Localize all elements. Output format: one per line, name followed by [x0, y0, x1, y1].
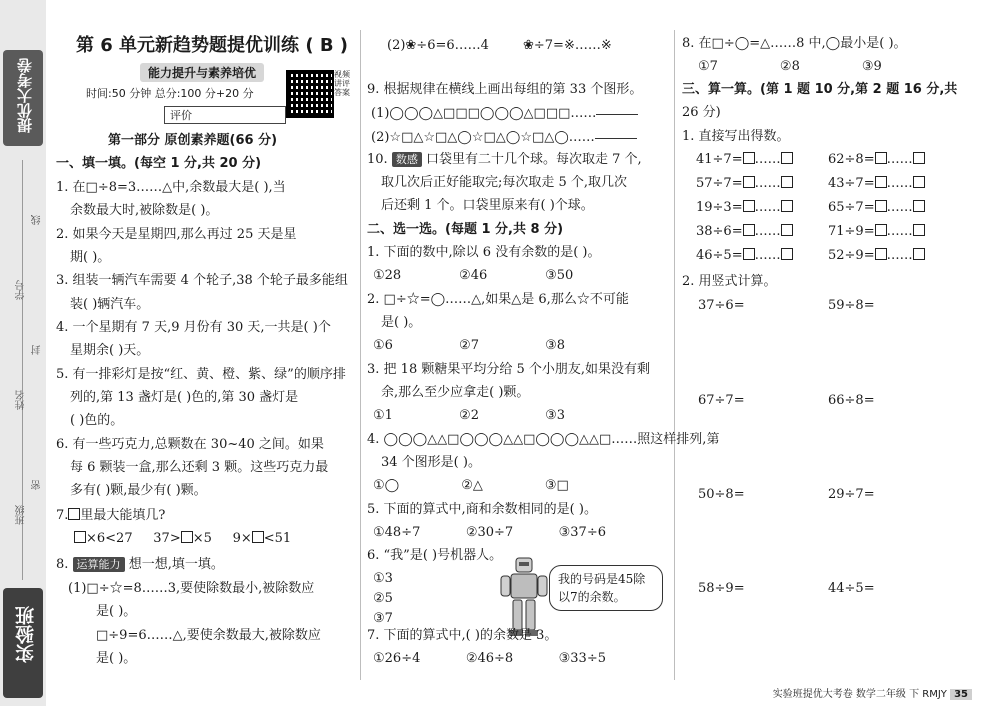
- answer-box[interactable]: [781, 200, 793, 212]
- spine-bottom-text: 实验班: [15, 606, 37, 663]
- choice-8: 8. 在□÷◯=△……8 中,◯最小是( )。: [682, 36, 907, 51]
- calc-row: 38÷6= ……: [696, 224, 793, 240]
- choice-1-options: ①28 ②46 ③50: [373, 268, 574, 283]
- question-9-1: (1)◯◯◯△□□□◯◯◯△□□□……: [371, 106, 638, 122]
- answer-box[interactable]: [252, 531, 264, 543]
- answer-box[interactable]: [743, 224, 755, 236]
- answer-box[interactable]: [74, 531, 86, 543]
- direct-calc-heading: 1. 直接写出得数。: [682, 129, 790, 144]
- choice-4-cont: 34 个图形是( )。: [381, 455, 481, 470]
- vertical-calc: 29÷7=: [828, 487, 875, 502]
- calc-heading: 三、算一算。(第 1 题 10 分,第 2 题 16 分,共: [682, 82, 958, 97]
- answer-box[interactable]: [781, 248, 793, 260]
- question-5-cont2: ( )色的。: [70, 413, 124, 428]
- calc-row: 43÷7= ……: [828, 176, 925, 192]
- skill-tag: 数感: [392, 152, 422, 167]
- choice-7: 7. 下面的算式中,( )的余数是 3。: [367, 628, 558, 643]
- vertical-calc: 50÷8=: [698, 487, 745, 502]
- qr-code[interactable]: [286, 70, 334, 118]
- score-label: 评价: [170, 109, 192, 122]
- spine-mark-line: 线: [32, 215, 43, 225]
- choose-heading: 二、选一选。(每题 1 分,共 8 分): [367, 222, 564, 237]
- calc-row: 41÷7= ……: [696, 152, 793, 168]
- choice-5-options: ①48÷7 ②30÷7 ③37÷6: [373, 525, 606, 540]
- qr-caption: 视频讲评答案: [334, 70, 350, 97]
- answer-box[interactable]: [781, 176, 793, 188]
- choice-4: 4. ◯◯◯△△□◯◯◯△△□◯◯◯△△□……照这样排列,第: [367, 432, 720, 447]
- robot-illustration: [499, 556, 549, 638]
- answer-box[interactable]: [913, 200, 925, 212]
- binding-spine: [0, 0, 46, 706]
- answer-line[interactable]: [596, 113, 638, 115]
- question-3-cont: 装( )辆汽车。: [70, 297, 150, 312]
- choice-3-cont: 余,那么至少应拿走( )颗。: [381, 385, 530, 400]
- fill-heading: 一、填一填。(每空 1 分,共 20 分): [56, 156, 262, 171]
- choice-6: 6. “我”是( )号机器人。: [367, 548, 503, 563]
- column-divider: [360, 30, 361, 680]
- choice-3: 3. 把 18 颗糖果平均分给 5 个小朋友,如果没有剩: [367, 362, 651, 377]
- footer-text: 实验班提优大考卷 数学二年级 下 RMJY: [772, 689, 947, 700]
- speech-bubble: 我的号码是45除以7的余数。: [549, 565, 663, 611]
- spine-mark-seal: 封: [32, 345, 43, 355]
- vertical-calc: 44÷5=: [828, 581, 875, 596]
- question-8-2: (2)❀÷6=6……4: [387, 38, 489, 53]
- question-8-1-cont: 是( )。: [96, 604, 137, 619]
- answer-box[interactable]: [743, 176, 755, 188]
- answer-box[interactable]: [913, 176, 925, 188]
- question-8-2b: ❀÷7=※……※: [523, 38, 612, 53]
- answer-box[interactable]: [743, 152, 755, 164]
- choice-7-options: ①26÷4 ②46÷8 ③33÷5: [373, 651, 606, 666]
- spine-top-banner: [3, 50, 43, 146]
- question-5-cont: 列的,第 13 盏灯是( )色的,第 30 盏灯是: [70, 390, 299, 405]
- question-8: 8. 运算能力 想一想,填一填。: [56, 557, 224, 572]
- spine-label-name: 姓名: [16, 390, 27, 410]
- question-6-cont2: 多有( )颗,最少有( )颗。: [70, 483, 207, 498]
- subtitle: 能力提升与素养培优: [140, 63, 264, 82]
- calc-row: 19÷3= ……: [696, 200, 793, 216]
- answer-box[interactable]: [875, 152, 887, 164]
- question-10-cont2: 后还剩 1 个。口袋里原来有( )个球。: [381, 198, 594, 213]
- spine-label-class: 班级: [16, 505, 27, 525]
- question-4: 4. 一个星期有 7 天,9 月份有 30 天,一共是( )个: [56, 320, 331, 335]
- question-9: 9. 根据规律在横线上画出每组的第 33 个图形。: [367, 82, 643, 97]
- choice-6-option-3: ③7: [373, 611, 393, 626]
- calc-row: 71÷9= ……: [828, 224, 925, 240]
- question-8-1: (1)□÷☆=8……3,要使除数最小,被除数应: [68, 581, 315, 596]
- choice-1: 1. 下面的数中,除以 6 没有余数的是( )。: [367, 245, 601, 260]
- part1-heading: 第一部分 原创素养题(66 分): [108, 133, 278, 148]
- spine-label-id: 学号: [16, 280, 27, 300]
- answer-box[interactable]: [875, 248, 887, 260]
- choice-6-option-2: ②5: [373, 591, 393, 606]
- answer-box[interactable]: [913, 248, 925, 260]
- question-3: 3. 组装一辆汽车需要 4 个轮子,38 个轮子最多能组: [56, 273, 348, 288]
- question-2-cont: 期( )。: [70, 250, 111, 265]
- answer-box[interactable]: [875, 176, 887, 188]
- choice-2: 2. □÷☆=◯……△,如果△是 6,那么☆不可能: [367, 292, 629, 307]
- question-10: 10. 数感 口袋里有二十几个球。每次取走 7 个,: [367, 152, 642, 167]
- answer-box[interactable]: [743, 200, 755, 212]
- question-1: 1. 在□÷8=3……△中,余数最大是( ),当: [56, 180, 286, 195]
- spine-bottom-banner: [3, 588, 43, 698]
- question-2: 2. 如果今天是星期四,那么再过 25 天是星: [56, 227, 297, 242]
- vertical-calc: 37÷6=: [698, 298, 745, 313]
- choice-2-cont: 是( )。: [381, 315, 422, 330]
- vertical-calc: 58÷9=: [698, 581, 745, 596]
- calc-row: 65÷7= ……: [828, 200, 925, 216]
- calc-row: 62÷8= ……: [828, 152, 925, 168]
- calc-row: 57÷7= ……: [696, 176, 793, 192]
- answer-box[interactable]: [781, 224, 793, 236]
- spine-mark-secret: 密: [32, 480, 43, 490]
- choice-6-option-1: ①3: [373, 571, 393, 586]
- calc-row: 46÷5= ……: [696, 248, 793, 264]
- page-title: 第 6 单元新趋势题提优训练 ( B ): [76, 35, 349, 56]
- question-1-cont: 余数最大时,被除数是( )。: [70, 203, 219, 218]
- question-9-2: (2)☆□△☆□△◯☆□△◯☆□△◯……: [371, 130, 637, 146]
- choice-3-options: ①1 ②2 ③3: [373, 408, 566, 423]
- choice-2-options: ①6 ②7 ③8: [373, 338, 566, 353]
- page-footer: [773, 685, 972, 700]
- vertical-calc: 66÷8=: [828, 393, 875, 408]
- vertical-calc: 67÷7=: [698, 393, 745, 408]
- calc-heading-cont: 26 分): [682, 105, 721, 120]
- answer-box[interactable]: [181, 531, 193, 543]
- choice-8-options: ①7 ②8 ③9: [698, 59, 882, 74]
- choice-5: 5. 下面的算式中,商和余数相同的是( )。: [367, 502, 597, 517]
- answer-box[interactable]: [875, 224, 887, 236]
- question-7: 7. 里最大能填几?: [56, 508, 166, 523]
- answer-box[interactable]: [913, 224, 925, 236]
- vertical-calc-heading: 2. 用竖式计算。: [682, 274, 777, 289]
- exam-meta: 时间:50 分钟 总分:100 分+20 分: [86, 87, 254, 100]
- answer-box[interactable]: [781, 152, 793, 164]
- column-divider: [674, 30, 675, 680]
- page-number: 35: [950, 689, 972, 700]
- question-4-cont: 星期余( )天。: [70, 343, 150, 358]
- answer-box[interactable]: [68, 508, 80, 520]
- question-6-cont: 每 6 颗装一盒,那么还剩 3 颗。这些巧克力最: [70, 460, 329, 475]
- vertical-calc: 59÷8=: [828, 298, 875, 313]
- answer-line[interactable]: [595, 137, 637, 139]
- spine-top-text: 提优大考卷: [16, 58, 34, 133]
- score-box[interactable]: [164, 106, 286, 124]
- question-8-1-part2: □÷9=6……△,要使余数最大,被除数应: [96, 628, 321, 643]
- question-6: 6. 有一些巧克力,总颗数在 30~40 之间。如果: [56, 437, 324, 452]
- question-5: 5. 有一排彩灯是按“红、黄、橙、紫、绿”的顺序排: [56, 367, 346, 382]
- answer-box[interactable]: [875, 200, 887, 212]
- question-10-cont: 取几次后正好能取完;每次取走 5 个,取几次: [381, 175, 628, 190]
- answer-box[interactable]: [743, 248, 755, 260]
- question-8-1-part2-cont: 是( )。: [96, 651, 137, 666]
- choice-4-options: ①◯ ②△ ③□: [373, 478, 569, 493]
- question-7-items: ×6<27 37> ×5 9× <51: [74, 531, 291, 547]
- skill-tag: 运算能力: [73, 557, 125, 572]
- calc-row: 52÷9= ……: [828, 248, 925, 264]
- answer-box[interactable]: [913, 152, 925, 164]
